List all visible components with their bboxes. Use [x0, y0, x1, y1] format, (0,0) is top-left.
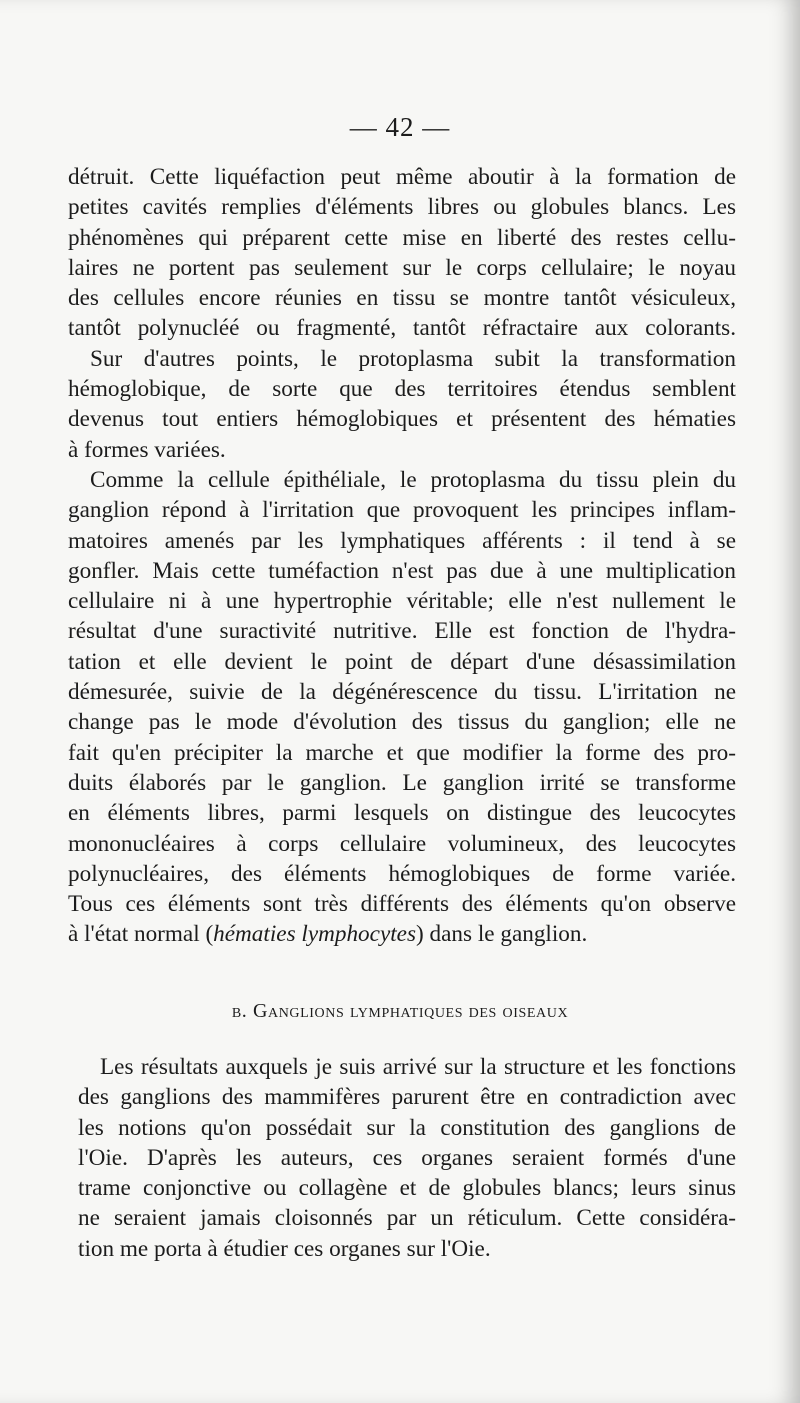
- text-line: tantôt polynucléé ou fragmenté, tantôt réfractaire aux colorants.: [68, 315, 736, 342]
- text-line: trame conjonctive ou collagène et de globules blancs; leurs sinus: [78, 1175, 736, 1202]
- page-number: — 42 —: [349, 112, 451, 142]
- body-text-upper: [68, 162, 736, 950]
- text-line: des cellules encore réunies en tissu se montre tantôt vésiculeux,: [68, 285, 736, 312]
- text-line: fait qu'en précipiter la marche et que modifier la forme des pro-: [68, 739, 736, 766]
- text-line: détruit. Cette liquéfaction peut même aboutir à la formation de: [68, 164, 736, 190]
- section-heading: β. Ganglions lymphatiques des oiseaux: [231, 1000, 569, 1022]
- text-line: change pas le mode d'évolution des tissus du ganglion; elle ne: [68, 709, 736, 736]
- text-segment: ) dans le ganglion.: [416, 921, 588, 948]
- text-line: résultat d'une suractivité nutritive. Elle est fonction de l'hydra-: [68, 618, 736, 645]
- text-line: tation et elle devient le point de départ d'une désassimilation: [68, 648, 736, 675]
- italic-term: hématies lymphocytes: [213, 921, 416, 948]
- body-text-lower: [78, 1052, 736, 1264]
- text-line: démesurée, suivie de la dégénérescence du tissu. L'irritation ne: [68, 679, 736, 706]
- text-line: hémoglobique, de sorte que des territoires étendus semblent: [68, 376, 736, 403]
- text-line: phénomènes qui préparent cette mise en liberté des restes cellu-: [68, 224, 736, 251]
- text-line: à formes variées.: [68, 436, 226, 463]
- text-line: l'Oie. D'après les auteurs, ces organes seraient formés d'une: [78, 1144, 736, 1171]
- text-line: tion me porta à étudier ces organes sur l'Oie.: [78, 1235, 491, 1262]
- text-line: devenus tout entiers hémoglobiques et présentent des hématies: [68, 406, 736, 433]
- text-line: cellulaire ni à une hypertrophie véritable; elle n'est nullement le: [68, 588, 736, 615]
- text-line: des ganglions des mammifères parurent être en contradiction avec: [78, 1084, 736, 1111]
- text-line: duits élaborés par le ganglion. Le ganglion irrité se transforme: [68, 769, 736, 796]
- text-line: en éléments libres, parmi lesquels on distingue des leucocytes: [68, 800, 736, 827]
- text-line: petites cavités remplies d'éléments libres ou globules blancs. Les: [68, 194, 736, 221]
- text-line: gonfler. Mais cette tuméfaction n'est pas due à une multiplication: [68, 557, 736, 584]
- text-line: laires ne portent pas seulement sur le corps cellulaire; le noyau: [68, 254, 736, 281]
- text-line: ne seraient jamais cloisonnés par un réticulum. Cette considéra-: [78, 1205, 736, 1232]
- text-line: mononucléaires à corps cellulaire volumineux, des leucocytes: [68, 830, 736, 857]
- text-line-last: [68, 919, 736, 949]
- text-line: matoires amenés par les lymphatiques afférents : il tend à se: [68, 527, 736, 554]
- text-line: les notions qu'on possédait sur la constitution des ganglions de: [78, 1114, 736, 1141]
- text-line: Sur d'autres points, le protoplasma subit la transformation: [90, 345, 736, 372]
- text-line: polynucléaires, des éléments hémoglobiques de forme variée.: [68, 860, 736, 887]
- text-segment: à l'état normal (: [68, 921, 214, 948]
- text-line: Comme la cellule épithéliale, le protoplasma du tissu plein du: [90, 466, 736, 493]
- text-line: Tous ces éléments sont très différents des éléments qu'on observe: [68, 891, 736, 918]
- text-line: ganglion répond à l'irritation que provoquent les principes inflam-: [68, 497, 736, 524]
- text-line: Les résultats auxquels je suis arrivé sur la structure et les fonctions: [100, 1054, 736, 1080]
